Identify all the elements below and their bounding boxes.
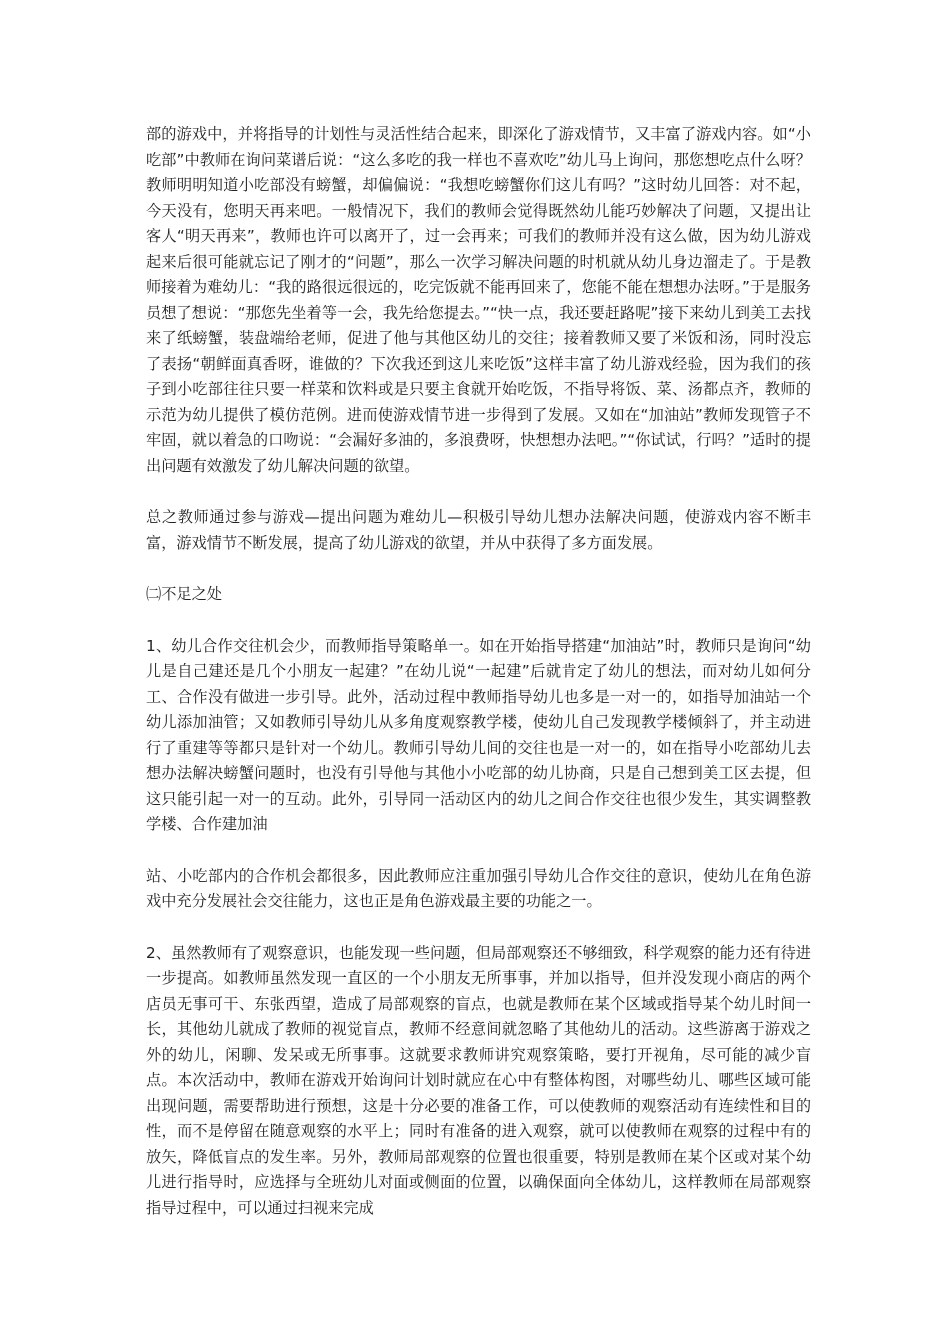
paragraph-shortcoming-1: 1、幼儿合作交往机会少，而教师指导策略单一。如在开始指导搭建“加油站”时，教师只是询问“幼儿是自己建还是几个小朋友一起建？”在幼儿说“一起建”后就肯定了幼儿的想法，而对幼儿如何分工、合作没有做进一步引导。此外，活动过程中教师指导幼儿也多是一对一的，如指导加油站一个幼儿添加油管；又如教师引导幼儿从多角度观察教学楼，使幼儿自己发现教学楼倾斜了，并主动进行了重建等等都只是针对一个幼儿。教师引导幼儿间的交往也是一对一的，如在指导小吃部幼儿去想办法解决螃蟹问题时，也没有引导他与其他小小吃部的幼儿协商，只是自己想到美工区去提，但这只能引起一对一的互动。此外，引导同一活动区内的幼儿之间合作交往也很少发生，其实调整教学楼、合作建加油 [146, 636, 811, 833]
paragraph-shortcoming-2: 2、虽然教师有了观察意识，也能发现一些问题，但局部观察还不够细致，科学观察的能力还有待进一步提高。如教师虽然发现一直区的一个小朋友无所事事，并加以指导，但并没发现小商店的两个店员无事可干、东张西望，造成了局部观察的盲点，也就是教师在某个区域或指导某个幼儿时间一长，其他幼儿就成了教师的视觉盲点，教师不经意间就忽略了其他幼儿的活动。这些游离于游戏之外的幼儿，闲聊、发呆或无所事事。这就要求教师讲究观察策略，要打开视角，尽可能的减少盲点。本次活动中，教师在游戏开始询问计划时就应在心中有整体构图，对哪些幼儿、哪些区域可能出现问题，需要帮助进行预想，这是十分必要的准备工作，可以使教师的观察活动有连续性和目的性，而不是停留在随意观察的水平上；同时有准备的进入观察，就可以使教师在观察的过程中有的放矢，降低盲点的发生率。另外，教师局部观察的位置也很重要，特别是教师在某个区或对某个幼儿进行指导时，应选择与全班幼儿对面或侧面的位置，以确保面向全体幼儿，这样教师在局部观察指导过程中，可以通过扫视来完成 [146, 943, 811, 1217]
paragraph-summary: 总之教师通过参与游戏—提出问题为难幼儿—积极引导幼儿想办法解决问题，使游戏内容不断丰富，游戏情节不断发展，提高了幼儿游戏的欲望，并从中获得了多方面发展。 [146, 508, 811, 552]
paragraph-teacher-guidance-examples: 部的游戏中，并将指导的计划性与灵活性结合起来，即深化了游戏情节，又丰富了游戏内容。如“小吃部”中教师在询问菜谱后说：“这么多吃的我一样也不喜欢吃”幼儿马上询问，那您想吃点什么呀？教师明明知道小吃部没有螃蟹，却偏偏说：“我想吃螃蟹你们这儿有吗？”这时幼儿回答：对不起，今天没有，您明天再来吧。一般情况下，我们的教师会觉得既然幼儿能巧妙解决了问题，又提出让客人“明天再来”，教师也许可以离开了，过一会再来；可我们的教师并没有这么做，因为幼儿游戏起来后很可能就忘记了刚才的“问题”，那么一次学习解决问题的时机就从幼儿身边溜走了。于是教师接着为难幼儿：“我的路很远很远的，吃完饭就不能再回来了，您能不能在想想办法呀。”于是服务员想了想说：“那您先坐着等一会，我先给您提去。”“快一点，我还要赶路呢”接下来幼儿到美工去找来了纸螃蟹，装盘端给老师，促进了他与其他区幼儿的交往；接着教师又要了米饭和汤，同时没忘了表扬“朝鲜面真香呀，谁做的？下次我还到这儿来吃饭”这样丰富了幼儿游戏经验，因为我们的孩子到小吃部往往只要一样菜和饮料或是只要主食就开始吃饭，不指导将饭、菜、汤都点齐，教师的示范为幼儿提供了模仿范例。进而使游戏情节进一步得到了发展。又如在“加油站”教师发现管子不牢固，就以着急的口吻说：“会漏好多油的，多浪费呀，快想想办法吧。”“你试试，行吗？”适时的提出问题有效激发了幼儿解决问题的欲望。 [146, 125, 811, 475]
section-heading-shortcomings: ㈡不足之处 [146, 585, 222, 603]
document-body [146, 122, 811, 1221]
paragraph-shortcoming-1-continued: 站、小吃部内的合作机会都很多，因此教师应注重加强引导幼儿合作交往的意识，使幼儿在角色游戏中充分发展社会交往能力，这也正是角色游戏最主要的功能之一。 [146, 866, 811, 910]
